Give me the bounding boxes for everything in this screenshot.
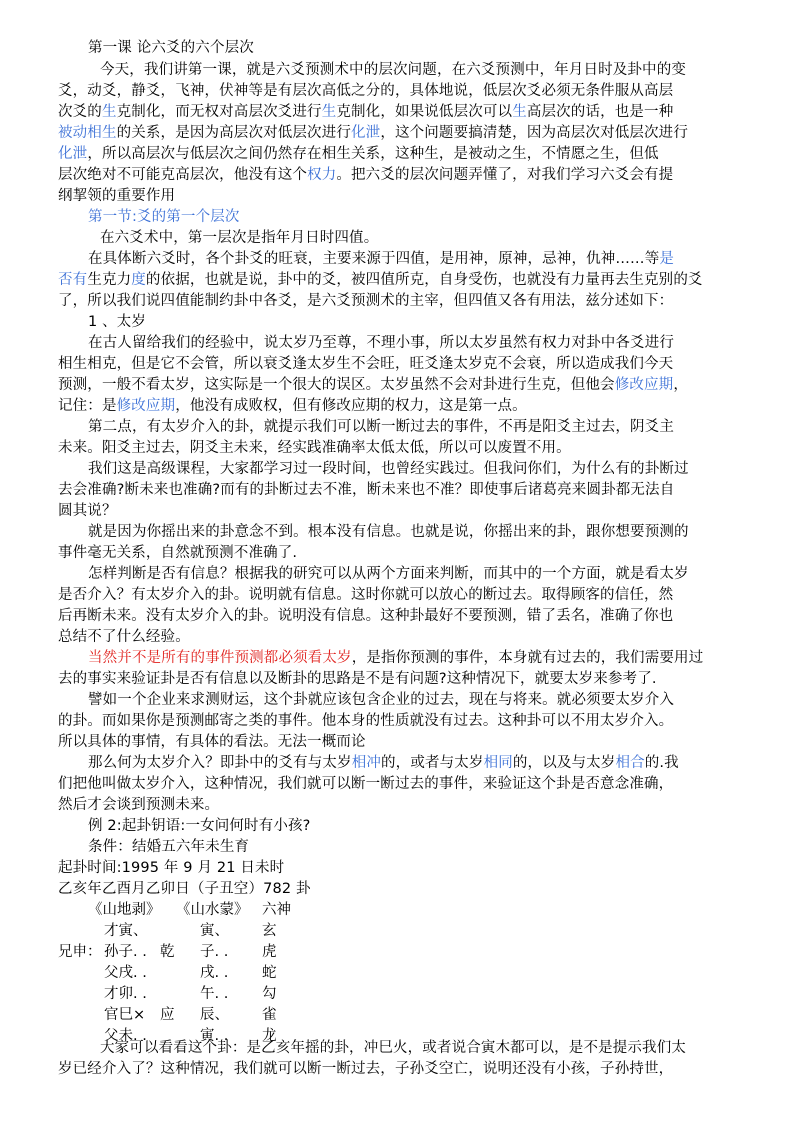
text-run: 去会准确?断未来也准确?而有的卦断过去不准，断未来也不准？即使事后诸葛亮来圆卦都无法自 xyxy=(58,482,675,498)
text-run: 大家可以看看这个卦：是乙亥年摇的卦，冲巳火，或者说合寅木都可以，是不是提示我们太 xyxy=(100,1040,686,1056)
highlighted-text: 权力 xyxy=(307,167,337,183)
hexagram-main-line: 才卯. . xyxy=(104,986,147,1002)
paragraph-line xyxy=(58,396,527,416)
paragraph-line xyxy=(58,270,703,290)
text-run: ，所以高层次与低层次之间仍然存在相生关系，这种生，是被动之生，不情愿之生，但低 xyxy=(87,146,659,162)
highlighted-text: 相合 xyxy=(615,755,645,771)
paragraph-line xyxy=(58,1059,673,1079)
paragraph-line xyxy=(58,102,673,122)
hexagram-six-god: 龙 xyxy=(262,1028,277,1044)
section-heading xyxy=(88,207,240,227)
text-run: 今天，我们讲第一课，就是六爻预测术中的层次问题，在六爻预测中，年月日时及卦中的变 xyxy=(100,62,686,78)
highlighted-text: 生 xyxy=(101,104,117,120)
hexagram-main-line: 孙子. . xyxy=(104,944,147,960)
hexagram-six-god: 雀 xyxy=(262,1007,277,1023)
text-run: 事件毫无关系，自然就预测不准确了. xyxy=(58,545,298,561)
text-run: 1 、太岁 xyxy=(88,314,147,330)
paragraph-line xyxy=(58,354,673,374)
text-run: ，这个问题要搞清楚，因为高层次对低层次进行 xyxy=(380,125,688,141)
paragraph-line xyxy=(58,81,673,101)
hexagram-six-god: 虎 xyxy=(262,944,277,960)
highlighted-text: 否有 xyxy=(58,272,88,288)
hexagram-hidden-spirit: 兄申： xyxy=(58,944,102,960)
text-run: 然后才会谈到预测未来。 xyxy=(58,797,220,813)
hexagram-main-line: 才寅、 xyxy=(104,923,148,939)
text-run: 例 2:起卦钥语:一女问何时有小孩? xyxy=(88,818,311,834)
text-run: 的，以及与太岁 xyxy=(512,755,616,771)
text-run: 所以具体的事情，有具体的看法。无法一概而论 xyxy=(58,734,366,750)
hexagram-main-line: 父未. . xyxy=(104,1028,147,1044)
highlighted-text: 被动相生 xyxy=(58,125,117,141)
paragraph-line xyxy=(58,501,117,521)
example-ganzhi xyxy=(58,879,311,899)
paragraph-line xyxy=(58,186,175,206)
paragraph-line xyxy=(58,375,688,395)
hexagram-changed-line: 戌. . xyxy=(200,965,229,981)
lesson-title xyxy=(88,38,254,58)
text-run: 乙亥年乙酉月乙卯日（子丑空）782 卦 xyxy=(58,881,311,897)
text-run: 预测，一般不看太岁，这实际是一个很大的误区。太岁虽然不会对卦进行生克，但他会 xyxy=(58,377,615,393)
text-run: 记住：是 xyxy=(58,398,117,414)
text-run: 条件：结婚五六年未生育 xyxy=(88,839,250,855)
text-run: ，他没有成败权，但有修改应期的权力，这是第一点。 xyxy=(175,398,527,414)
paragraph-line xyxy=(88,648,703,668)
highlighted-text: 相冲 xyxy=(351,755,382,771)
text-run: 怎样判断是否有信息？根据我的研究可以从两个方面来判断，而其中的一个方面，就是看太岁 xyxy=(88,566,689,582)
text-run: 克制化，而无权对高层次爻进行 xyxy=(116,104,322,120)
paragraph-line xyxy=(58,606,673,626)
highlighted-text: 修改应期 xyxy=(614,377,674,393)
hexagram-line-marker: 乾 xyxy=(160,944,175,960)
paragraph-line xyxy=(58,165,673,185)
text-run: 的卦。而如果你是预测邮寄之类的事件。他本身的性质就没有过去。这种卦可以不用太岁介入。 xyxy=(58,713,674,729)
hexagram-header-main: 《山地剥》 xyxy=(88,902,161,918)
text-run: 总结不了什么经验。 xyxy=(58,629,190,645)
subsection-heading xyxy=(88,312,146,332)
text-run: 了，所以我们说四值能制约卦中各爻，是六爻预测术的主宰，但四值又各有用法，兹分述如下： xyxy=(58,293,674,309)
paragraph-line xyxy=(88,417,674,437)
hexagram-six-god: 蛇 xyxy=(262,965,277,981)
paragraph-line xyxy=(88,249,674,269)
text-run: 高层次的话，也是一种 xyxy=(526,104,674,120)
text-run: 圆其说？ xyxy=(58,503,117,519)
text-run: 第一课 论六爻的六个层次 xyxy=(88,40,254,56)
text-run: 的，或者与太岁 xyxy=(381,755,484,771)
text-run: 克制化，如果说低层次可以 xyxy=(336,104,513,120)
text-run: 岁已经介入了？这种情况，我们就可以断一断过去，子孙爻空亡，说明还没有小孩，子孙持世， xyxy=(58,1061,674,1077)
hexagram-changed-line: 寅、 xyxy=(200,923,229,939)
highlighted-text: 度 xyxy=(131,272,146,288)
highlighted-text: 是 xyxy=(659,251,675,267)
text-run: ， xyxy=(673,377,688,393)
paragraph-line xyxy=(88,564,689,584)
paragraph-line xyxy=(58,438,571,458)
text-run: 后再断未来。没有太岁介入的卦。说明没有信息。这种卦最好不要预测，错了丢名，准确了你也 xyxy=(58,608,674,624)
text-run: 层次绝对不可能克高层次，他没有这个 xyxy=(58,167,308,183)
paragraph-line xyxy=(58,669,657,689)
paragraph-line xyxy=(100,228,378,248)
text-run: 就是因为你摇出来的卦意念不到。根本没有信息。也就是说，你摇出来的卦，跟你想要预测的 xyxy=(88,524,689,540)
text-run: 相生相克，但是它不会管，所以衰爻逢太岁生不会旺，旺爻逢太岁克不会衰，所以造成我们今天 xyxy=(58,356,674,372)
hexagram-changed-line: 子. . xyxy=(200,944,229,960)
paragraph-line xyxy=(58,627,190,647)
paragraph-line xyxy=(58,543,297,563)
text-run: 第二点，有太岁介入的卦，就提示我们可以断一断过去的事件，不再是阳爻主过去，阴爻主 xyxy=(88,419,674,435)
paragraph-line xyxy=(58,732,366,752)
text-run: 在六爻术中，第一层次是指年月日时四值。 xyxy=(100,230,379,246)
hexagram-changed-line: 寅. . xyxy=(200,1028,229,1044)
text-run: ，是指你预测的事件，本身就有过去的，我们需要用过 xyxy=(351,650,704,666)
example-time xyxy=(58,858,284,878)
hexagram-header-changed: 《山水蒙》 xyxy=(176,902,249,918)
paragraph-line xyxy=(88,690,674,710)
paragraph-line xyxy=(88,459,689,479)
text-run: 起卦时间:1995 年 9 月 21 日未时 xyxy=(58,860,285,876)
example-condition xyxy=(88,837,249,857)
text-run: 们把他叫做太岁介入，这种情况，我们就可以断一断过去的事件，来验证这个卦是否意念准确， xyxy=(58,776,674,792)
text-run: 在具体断六爻时，各个卦爻的旺衰，主要来源于四值，是用神，原神，忌神，仇神……等 xyxy=(88,251,660,267)
hexagram-line-marker: 应 xyxy=(160,1007,175,1023)
highlighted-text: 修改应期 xyxy=(116,398,176,414)
hexagram-changed-line: 辰、 xyxy=(200,1007,229,1023)
highlighted-text: 化泄 xyxy=(351,125,381,141)
text-run: 次爻的 xyxy=(58,104,102,120)
paragraph-line xyxy=(58,774,673,794)
hexagram-main-line: 父戌. . xyxy=(104,965,147,981)
text-run: 的关系，是因为高层次对低层次进行 xyxy=(116,125,352,141)
paragraph-line xyxy=(58,711,673,731)
text-run: 去的事实来验证卦是否有信息以及断卦的思路是不是有问题?这种情况下，就要太岁来参考了. xyxy=(58,671,657,687)
highlighted-text: 第一节:爻的第一个层次 xyxy=(88,209,240,225)
paragraph-line xyxy=(88,522,689,542)
text-run: 譬如一个企业来求测财运，这个卦就应该包含企业的过去，现在与将来。就必须要太岁介入 xyxy=(88,692,674,708)
text-run: 的.我 xyxy=(644,755,679,771)
paragraph-line xyxy=(58,144,659,164)
paragraph-line xyxy=(58,291,673,311)
highlighted-text: 当然并不是所有的事件预测都必须看太岁 xyxy=(88,650,352,666)
highlighted-text: 生 xyxy=(321,104,337,120)
hexagram-six-god: 勾 xyxy=(262,986,277,1002)
paragraph-line xyxy=(100,60,686,80)
text-run: 爻，动爻，静爻，飞神，伏神等是有层次高低之分的，具体地说，低层次爻必须无条件服从高层 xyxy=(58,83,674,99)
highlighted-text: 生 xyxy=(512,104,527,120)
paragraph-line xyxy=(88,753,679,773)
paragraph-line xyxy=(58,123,688,143)
text-run: 是否介入？有太岁介入的卦。说明就有信息。这时你就可以放心的断过去。取得顾客的信任，然 xyxy=(58,587,674,603)
highlighted-text: 化泄 xyxy=(58,146,88,162)
text-run: 那么何为太岁介入？即卦中的爻有与太岁 xyxy=(88,755,352,771)
paragraph-line xyxy=(58,585,673,605)
highlighted-text: 相同 xyxy=(483,755,513,771)
text-run: 在古人留给我们的经验中，说太岁乃至尊，不理小事，所以太岁虽然有权力对卦中各爻进行 xyxy=(88,335,674,351)
hexagram-changed-line: 午. . xyxy=(200,986,229,1002)
text-run: 。把六爻的层次问题弄懂了，对我们学习六爻会有提 xyxy=(336,167,674,183)
paragraph-line xyxy=(100,1038,686,1058)
hexagram-header-gods: 六神 xyxy=(262,902,291,918)
paragraph-line xyxy=(58,480,674,500)
text-run: 纲挈领的重要作用 xyxy=(58,188,176,204)
example-title xyxy=(88,816,311,836)
text-run: 未来。阳爻主过去，阴爻主未来，经实践准确率太低太低，所以可以废置不用。 xyxy=(58,440,571,456)
paragraph-line xyxy=(88,333,674,353)
hexagram-main-line: 官巳× xyxy=(104,1007,146,1023)
text-run: 生克力 xyxy=(87,272,132,288)
hexagram-six-god: 玄 xyxy=(262,923,277,939)
text-run: 的依据，也就是说，卦中的爻，被四值所克，自身受伤，也就没有力量再去生克别的爻 xyxy=(145,272,703,288)
paragraph-line xyxy=(58,795,219,815)
text-run: 我们这是高级课程，大家都学习过一段时间，也曾经实践过。但我问你们，为什么有的卦断过 xyxy=(88,461,689,477)
